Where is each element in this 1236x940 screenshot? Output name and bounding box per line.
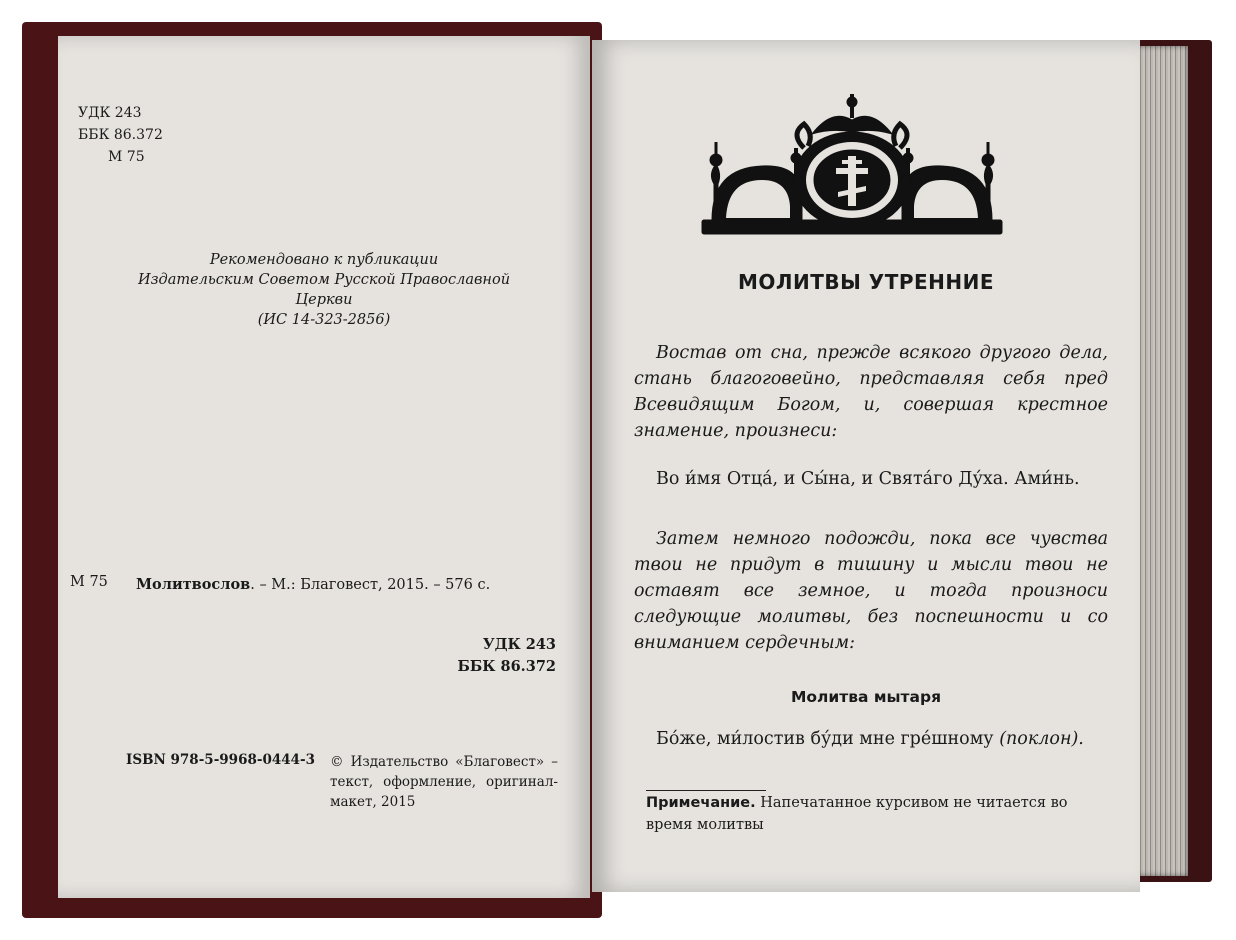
recommendation [114,250,534,330]
footnote-label: Примечание. [646,795,756,811]
copyright: © Издательство «Благовест» – текст, оформление, оригинал-макет, 2015 [330,754,558,810]
author-mark: М 75 [108,149,145,165]
isbn: ISBN 978-5-9968-0444-3 [126,752,316,768]
prayer-paragraph [634,726,1108,752]
biblio-rest: . – М.: Благовест, 2015. – 576 с. [250,577,491,593]
bbk-footer-code: ББК 86.372 [457,658,556,675]
udk-footer [456,634,556,678]
recommendation-line-2: Издательским Советом Русской Православной Церкви [137,272,511,308]
instruction-paragraph-2: Затем немного подожди, пока все чувства твои не придут в тишину и мысли твои не оставят все земное, и тогда произноси следующие молитвы, без поспешности и со вниманием сердечным: [634,529,1108,653]
prayer-note: (поклон). [999,729,1084,749]
instruction-paragraph-1: Востав от сна, прежде всякого другого дела, стань благоговейно, представляя себя пред Всевидящим Богом, и, совершая крестное знамение, произнеси: [634,343,1108,441]
bbk-code: ББК 86.372 [78,127,163,143]
recommendation-line-3: (ИС 14-323-2856) [257,312,391,328]
udk-footer-code: УДК 243 [482,636,556,653]
invocation-paragraph: Во и́мя Отца́, и Сы́на, и Свята́го Ду́ха. Ами́нь. [656,469,1080,489]
right-page [592,40,1140,892]
biblio-record [136,574,496,596]
biblio-code: М 75 [70,574,108,590]
biblio-title: Молитвослов [136,576,251,593]
ornament-headpiece-icon [692,88,1012,240]
udk-header [78,102,163,168]
recommendation-line-1: Рекомендовано к публикации [209,252,439,268]
page-title: МОЛИТВЫ УТРЕННИЕ [737,270,995,294]
prayer-text: Бо́же, ми́лостив бу́ди мне гре́шному [656,729,994,749]
prayer-title: Молитва мытаря [790,688,942,706]
left-page [58,36,590,898]
footnote-divider [646,790,766,791]
footnote [646,792,1108,836]
udk-code: УДК 243 [78,105,142,121]
footnote-text: Напечатанное курсивом не читается во время молитвы [646,795,1068,833]
